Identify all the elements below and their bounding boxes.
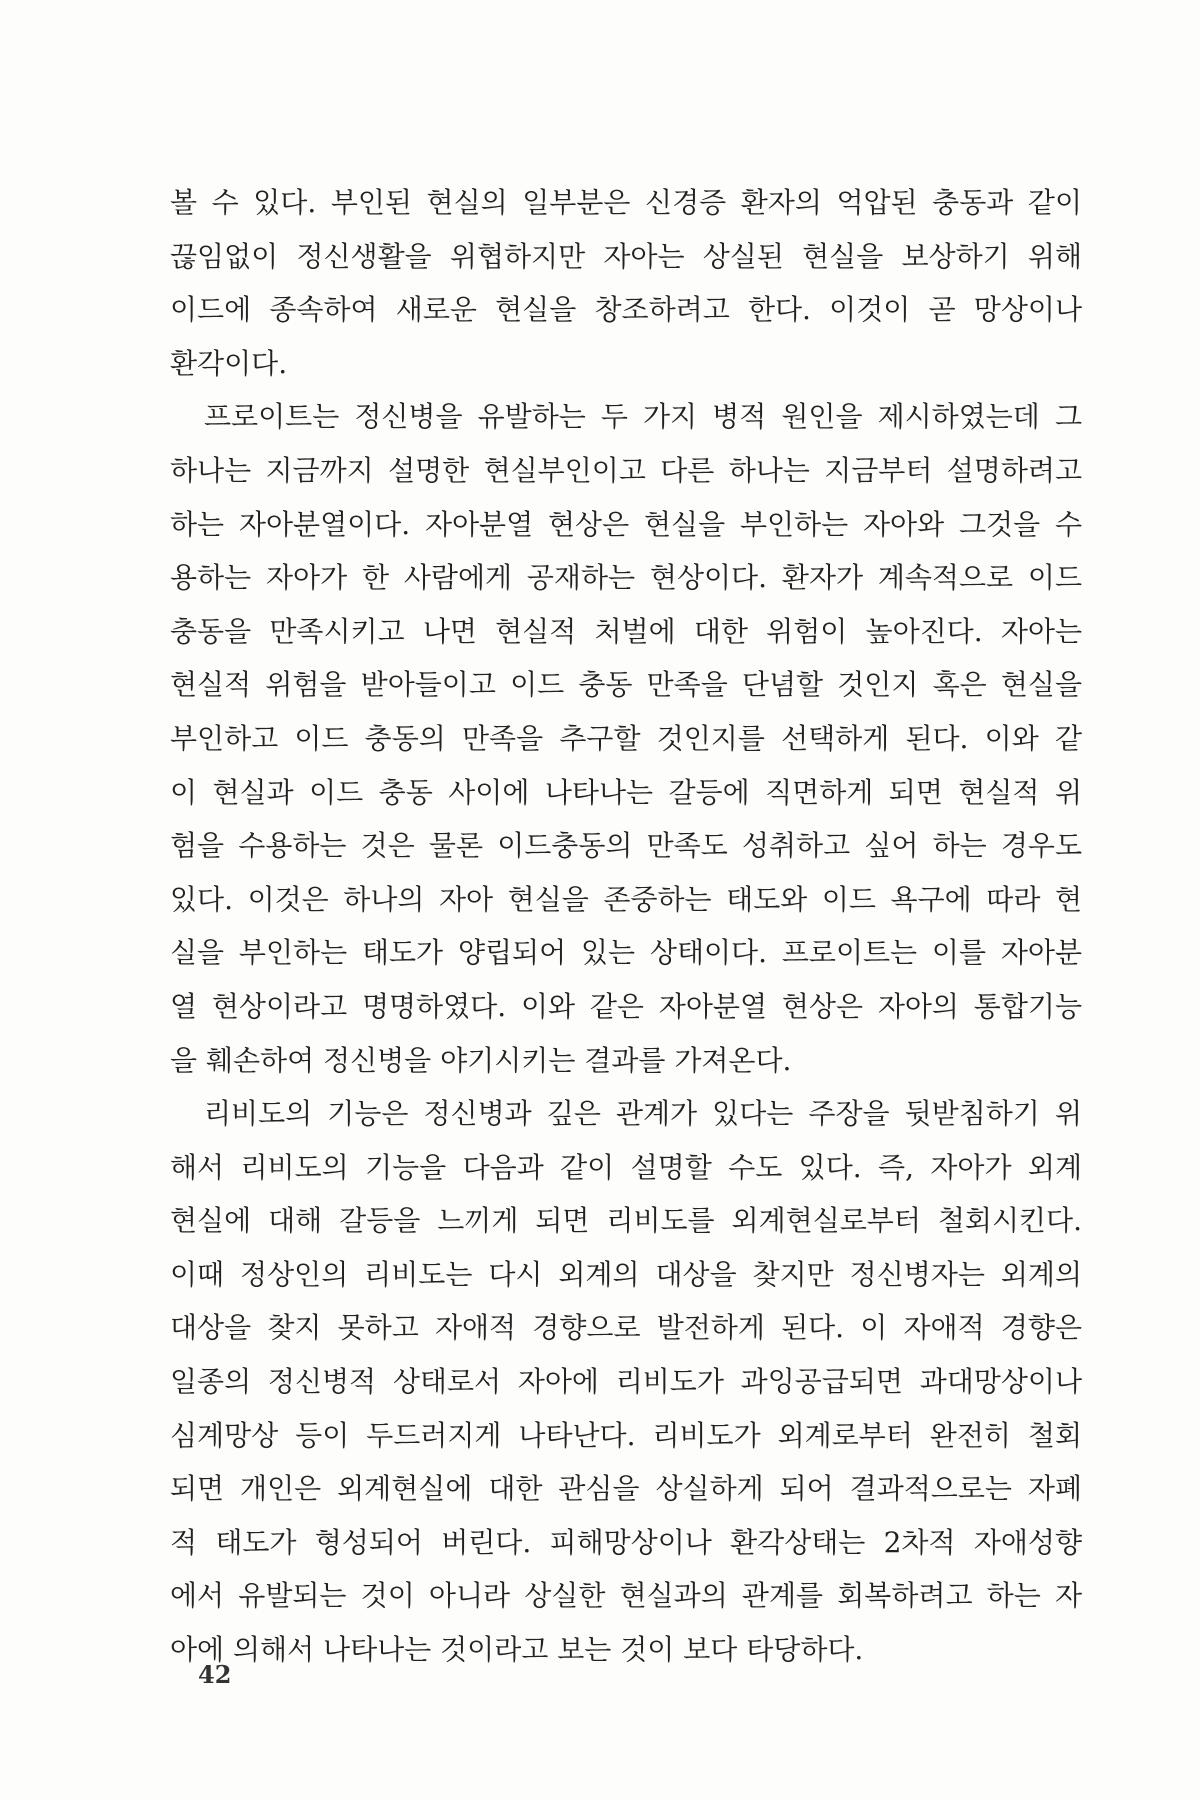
text-line-5: 프로이트는 정신병을 유발하는 두 가지 병적 원인을 제시하였는데 그	[204, 400, 1082, 434]
text-line-21: 이때 정상인의 리비도는 다시 외계의 대상을 찾지만 정신병자는 외계의	[170, 1257, 1082, 1291]
text-line-16: 열 현상이라고 명명하였다. 이와 같은 자아분열 현상은 자아의 통합기능	[170, 989, 1082, 1023]
text-line-26: 적 태도가 형성되어 버린다. 피해망상이나 환각상태는 2차적 자애성향	[170, 1525, 1082, 1559]
text-line-2: 끊임없이 정신생활을 위협하지만 자아는 상실된 현실을 보상하기 위해	[170, 239, 1082, 273]
text-line-17: 을 훼손하여 정신병을 야기시키는 결과를 가져온다.	[170, 1043, 792, 1077]
text-line-24: 심계망상 등이 두드러지게 나타난다. 리비도가 외계로부터 완전히 철회	[170, 1418, 1082, 1452]
page-number: 42	[198, 1660, 232, 1689]
text-line-6: 하나는 지금까지 설명한 현실부인이고 다른 하나는 지금부터 설명하려고	[170, 453, 1082, 487]
text-line-20: 현실에 대해 갈등을 느끼게 되면 리비도를 외계현실로부터 철회시킨다.	[170, 1204, 1082, 1238]
text-line-22: 대상을 찾지 못하고 자애적 경향으로 발전하게 된다. 이 자애적 경향은	[170, 1311, 1082, 1345]
text-line-7: 하는 자아분열이다. 자아분열 현상은 현실을 부인하는 자아와 그것을 수	[170, 507, 1082, 541]
text-line-18: 리비도의 기능은 정신병과 깊은 관계가 있다는 주장을 뒷받침하기 위	[204, 1097, 1082, 1131]
text-line-4: 환각이다.	[170, 346, 288, 380]
text-line-13: 험을 수용하는 것은 물론 이드충동의 만족도 성취하고 싶어 하는 경우도	[170, 829, 1082, 863]
text-line-3: 이드에 종속하여 새로운 현실을 창조하려고 한다. 이것이 곧 망상이나	[170, 293, 1082, 327]
text-line-19: 해서 리비도의 기능을 다음과 같이 설명할 수도 있다. 즉, 자아가 외계	[170, 1150, 1082, 1184]
text-line-11: 부인하고 이드 충동의 만족을 추구할 것인지를 선택하게 된다. 이와 같	[170, 721, 1082, 755]
text-line-15: 실을 부인하는 태도가 양립되어 있는 상태이다. 프로이트는 이를 자아분	[170, 936, 1082, 970]
text-line-27: 에서 유발되는 것이 아니라 상실한 현실과의 관계를 회복하려고 하는 자	[170, 1579, 1082, 1613]
text-line-9: 충동을 만족시키고 나면 현실적 처벌에 대한 위험이 높아진다. 자아는	[170, 614, 1082, 648]
text-line-10: 현실적 위험을 받아들이고 이드 충동 만족을 단념할 것인지 혹은 현실을	[170, 668, 1082, 702]
body-text	[170, 176, 1082, 1677]
text-line-25: 되면 개인은 외계현실에 대한 관심을 상실하게 되어 결과적으로는 자폐	[170, 1472, 1082, 1506]
text-line-1: 볼 수 있다. 부인된 현실의 일부분은 신경증 환자의 억압된 충동과 같이	[170, 186, 1082, 219]
text-line-12: 이 현실과 이드 충동 사이에 나타나는 갈등에 직면하게 되면 현실적 위	[170, 775, 1082, 809]
text-line-8: 용하는 자아가 한 사람에게 공재하는 현상이다. 환자가 계속적으로 이드	[170, 561, 1082, 595]
text-line-23: 일종의 정신병적 상태로서 자아에 리비도가 과잉공급되면 과대망상이나	[170, 1365, 1082, 1399]
text-line-28: 아에 의해서 나타나는 것이라고 보는 것이 보다 타당하다.	[170, 1633, 864, 1667]
text-line-14: 있다. 이것은 하나의 자아 현실을 존중하는 태도와 이드 욕구에 따라 현	[170, 882, 1082, 916]
